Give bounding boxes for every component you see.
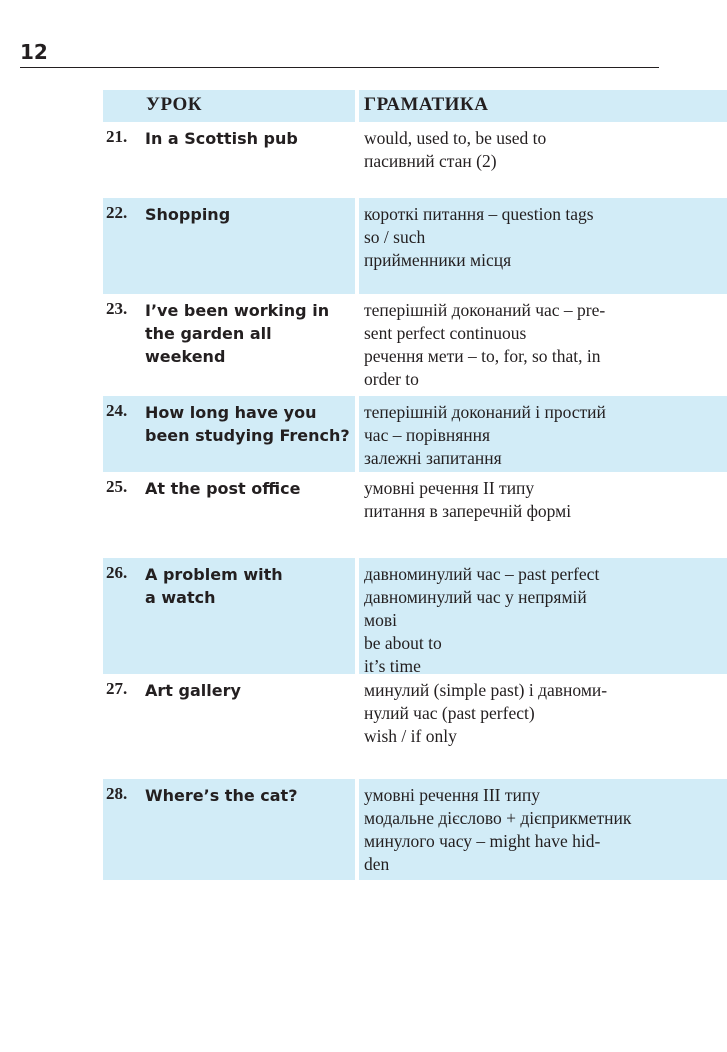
grammar-topic-line: умовні речення II типу: [364, 478, 535, 498]
table-row: [103, 472, 727, 558]
lesson-title-line: At the post office: [145, 479, 301, 498]
table-header: [103, 90, 727, 122]
lesson-title-line: the garden all: [145, 324, 272, 343]
grammar-topic-line: wish / if only: [364, 726, 457, 746]
table-row: [103, 779, 727, 880]
grammar-topic-line: минулого часу – might have hid-: [364, 831, 601, 851]
lesson-number: 26.: [106, 563, 128, 582]
table-row: [103, 294, 727, 396]
grammar-topic-line: sent perfect continuous: [364, 323, 527, 343]
lesson-title: [145, 299, 355, 368]
lesson-number: 25.: [106, 477, 128, 496]
table-row: [103, 122, 727, 198]
column-header-grammar: ГРАМАТИКА: [364, 94, 489, 115]
table-row: [103, 674, 727, 779]
grammar-topics: [364, 401, 724, 470]
lesson-title: [145, 401, 355, 447]
lesson-title-line: A problem with: [145, 565, 283, 584]
grammar-topic-line: мові: [364, 610, 397, 630]
lesson-title-line: In a Scottish pub: [145, 129, 298, 148]
grammar-topic-line: речення мети – to, for, so that, in: [364, 346, 601, 366]
lesson-number: 21.: [106, 127, 128, 146]
lesson-title-line: Art gallery: [145, 681, 241, 700]
table-row: [103, 558, 727, 674]
lesson-title: [145, 679, 355, 702]
lesson-title-line: a watch: [145, 588, 216, 607]
table-row: [103, 396, 727, 472]
grammar-topic-line: теперішній доконаний час – pre-: [364, 300, 606, 320]
grammar-topics: [364, 784, 724, 876]
grammar-topic-line: den: [364, 854, 390, 874]
grammar-topic-line: order to: [364, 369, 419, 389]
header-rule: [20, 67, 659, 68]
lesson-number: 28.: [106, 784, 128, 803]
grammar-topic-line: теперішній доконаний і простий: [364, 402, 606, 422]
lesson-title: [145, 203, 355, 226]
lesson-title-line: Shopping: [145, 205, 231, 224]
lesson-title-line: I’ve been working in: [145, 301, 330, 320]
grammar-topic-line: давноминулий час у непрямій: [364, 587, 587, 607]
lesson-title: [145, 477, 355, 500]
grammar-topic-line: минулий (simple past) і давноми-: [364, 680, 608, 700]
grammar-topic-line: be about to: [364, 633, 442, 653]
grammar-topic-line: would, used to, be used to: [364, 128, 547, 148]
column-header-lesson: УРОК: [146, 94, 202, 115]
lesson-title: [145, 563, 355, 609]
lesson-title-line: How long have you: [145, 403, 317, 422]
grammar-topic-line: нулий час (past perfect): [364, 703, 535, 723]
lesson-number: 27.: [106, 679, 128, 698]
grammar-topic-line: залежні запитання: [364, 448, 502, 468]
lesson-title-line: Where’s the cat?: [145, 786, 298, 805]
lesson-number: 22.: [106, 203, 128, 222]
grammar-topic-line: so / such: [364, 227, 426, 247]
grammar-topic-line: час – порівняння: [364, 425, 491, 445]
page-number: 12: [20, 40, 48, 64]
grammar-topic-line: it’s time: [364, 656, 421, 676]
lesson-title: [145, 127, 355, 150]
lesson-number: 24.: [106, 401, 128, 420]
lesson-number: 23.: [106, 299, 128, 318]
grammar-topics: [364, 299, 724, 391]
grammar-topics: [364, 679, 724, 748]
grammar-topic-line: умовні речення III типу: [364, 785, 540, 805]
grammar-topic-line: модальне дієслово + дієприкметник: [364, 808, 632, 828]
grammar-topics: [364, 563, 724, 678]
lesson-title: [145, 784, 355, 807]
grammar-topics: [364, 127, 724, 173]
grammar-topic-line: пасивний стан (2): [364, 151, 497, 171]
grammar-topics: [364, 203, 724, 272]
lesson-title-line: been studying French?: [145, 426, 350, 445]
grammar-topic-line: питання в заперечній формі: [364, 501, 572, 521]
grammar-topics: [364, 477, 724, 523]
lesson-title-line: weekend: [145, 347, 226, 366]
table-row: [103, 198, 727, 294]
grammar-topic-line: прийменники місця: [364, 250, 512, 270]
grammar-topic-line: давноминулий час – past perfect: [364, 564, 600, 584]
grammar-topic-line: короткі питання – question tags: [364, 204, 594, 224]
